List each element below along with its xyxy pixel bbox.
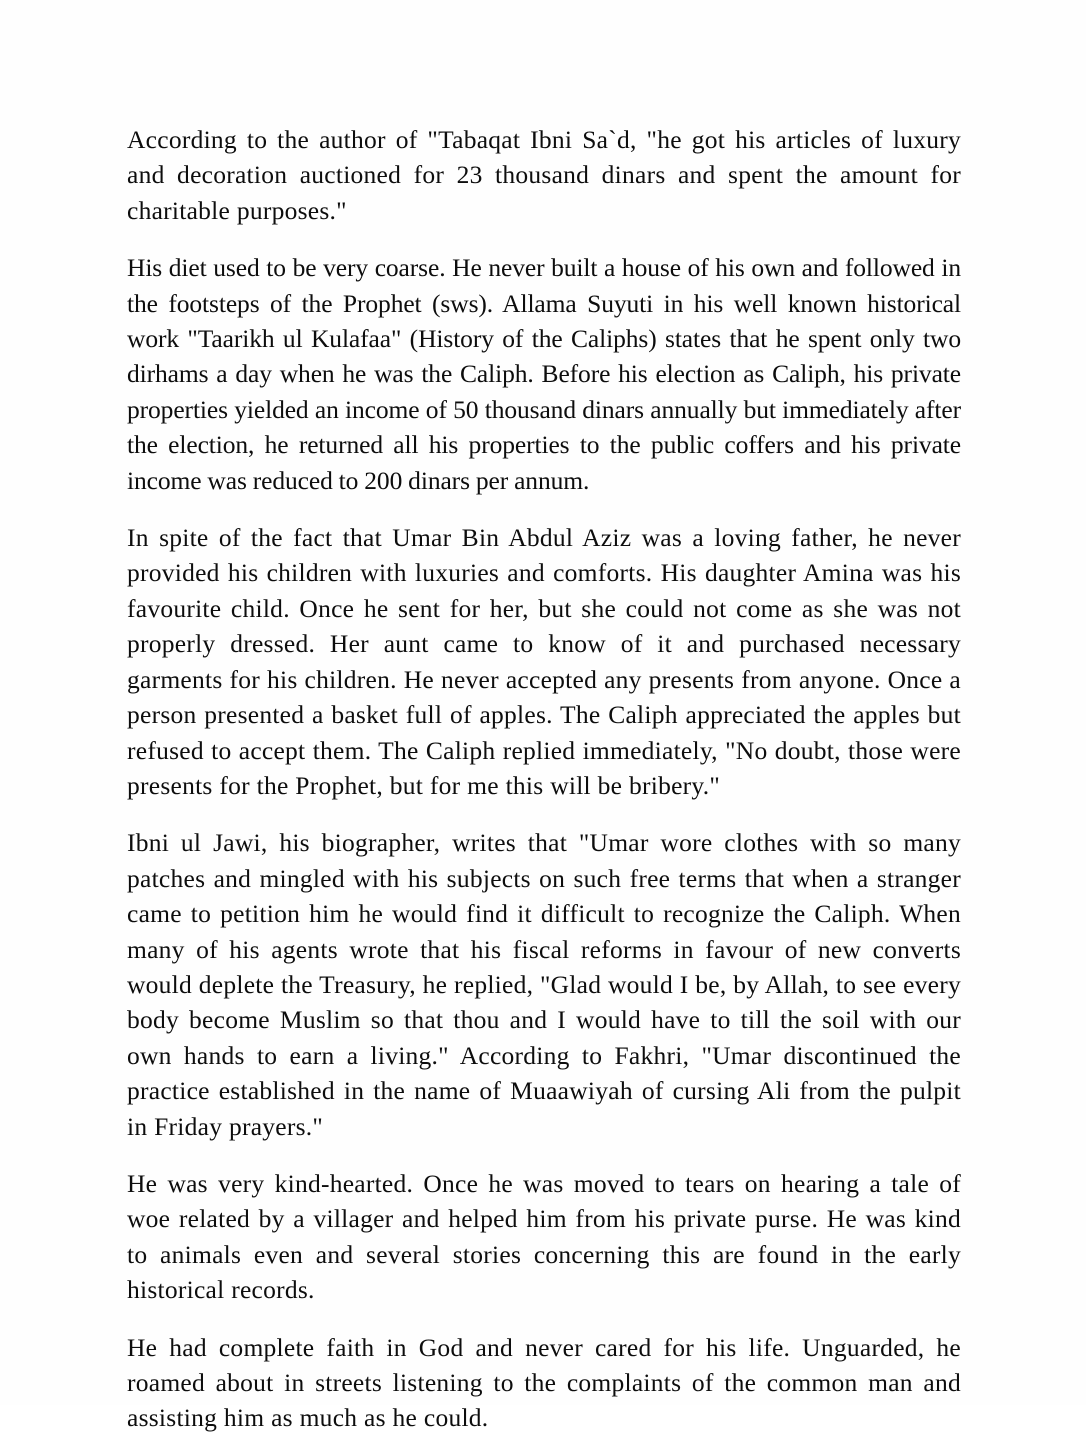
paragraph-1: According to the author of "Tabaqat Ibni Sa`d, "he got his articles of luxury and decoration auctioned for 23 thousand dinars and spent the amount for charitable purposes.": [127, 125, 961, 225]
paragraph-6: He had complete faith in God and never cared for his life. Unguarded, he roamed about in streets listening to the complaints of the common man and assisting him as much as he could.: [127, 1332, 961, 1433]
paragraph-3: In spite of the fact that Umar Bin Abdul Aziz was a loving father, he never provided his children with luxuries and comforts. His daughter Amina was his favourite child. Once he sent for her, but she could not come as she was not properly dressed. Her aunt came to know of it and purchased necessary garments for his children. He never accepted any presents from anyone. Once a person presented a basket full of apples. The Caliph appreciated the apples but refused to accept them. The Caliph replied immediately, "No doubt, those were presents for the Prophet, but for me this will be bribery.": [127, 523, 961, 800]
paragraph-2: His diet used to be very coarse. He never built a house of his own and followed in the footsteps of the Prophet (sws). Allama Suyuti in his well known historical work "Taarikh ul Kulafaa" (History of the Caliphs) states that he spent only two dirhams a day when he was the Caliph. Before his election as Caliph, his private properties yielded an income of 50 thousand dinars annually but immediately after the election, he returned all his properties to the public coffers and his private income was reduced to 200 dinars per annum.: [127, 253, 961, 495]
paragraph-5: He was very kind-hearted. Once he was moved to tears on hearing a tale of woe related by a villager and helped him from his private purse. He was kind to animals even and several stories concerning this are found in the early historical records.: [127, 1168, 961, 1305]
body-text-column: [127, 122, 961, 1436]
paragraph-4: Ibni ul Jawi, his biographer, writes that "Umar wore clothes with so many patches and mingled with his subjects on such free terms that when a stranger came to petition him he would find it difficult to recognize the Caliph. When many of his agents wrote that his fiscal reforms in favour of new converts would deplete the Treasury, he replied, "Glad would I be, by Allah, to see every body become Muslim so that thou and I would have to till the soil with our own hands to earn a living." According to Fakhri, "Umar discontinued the practice established in the name of Muaawiyah of cursing Ali from the pulpit in Friday prayers.": [127, 828, 961, 1141]
